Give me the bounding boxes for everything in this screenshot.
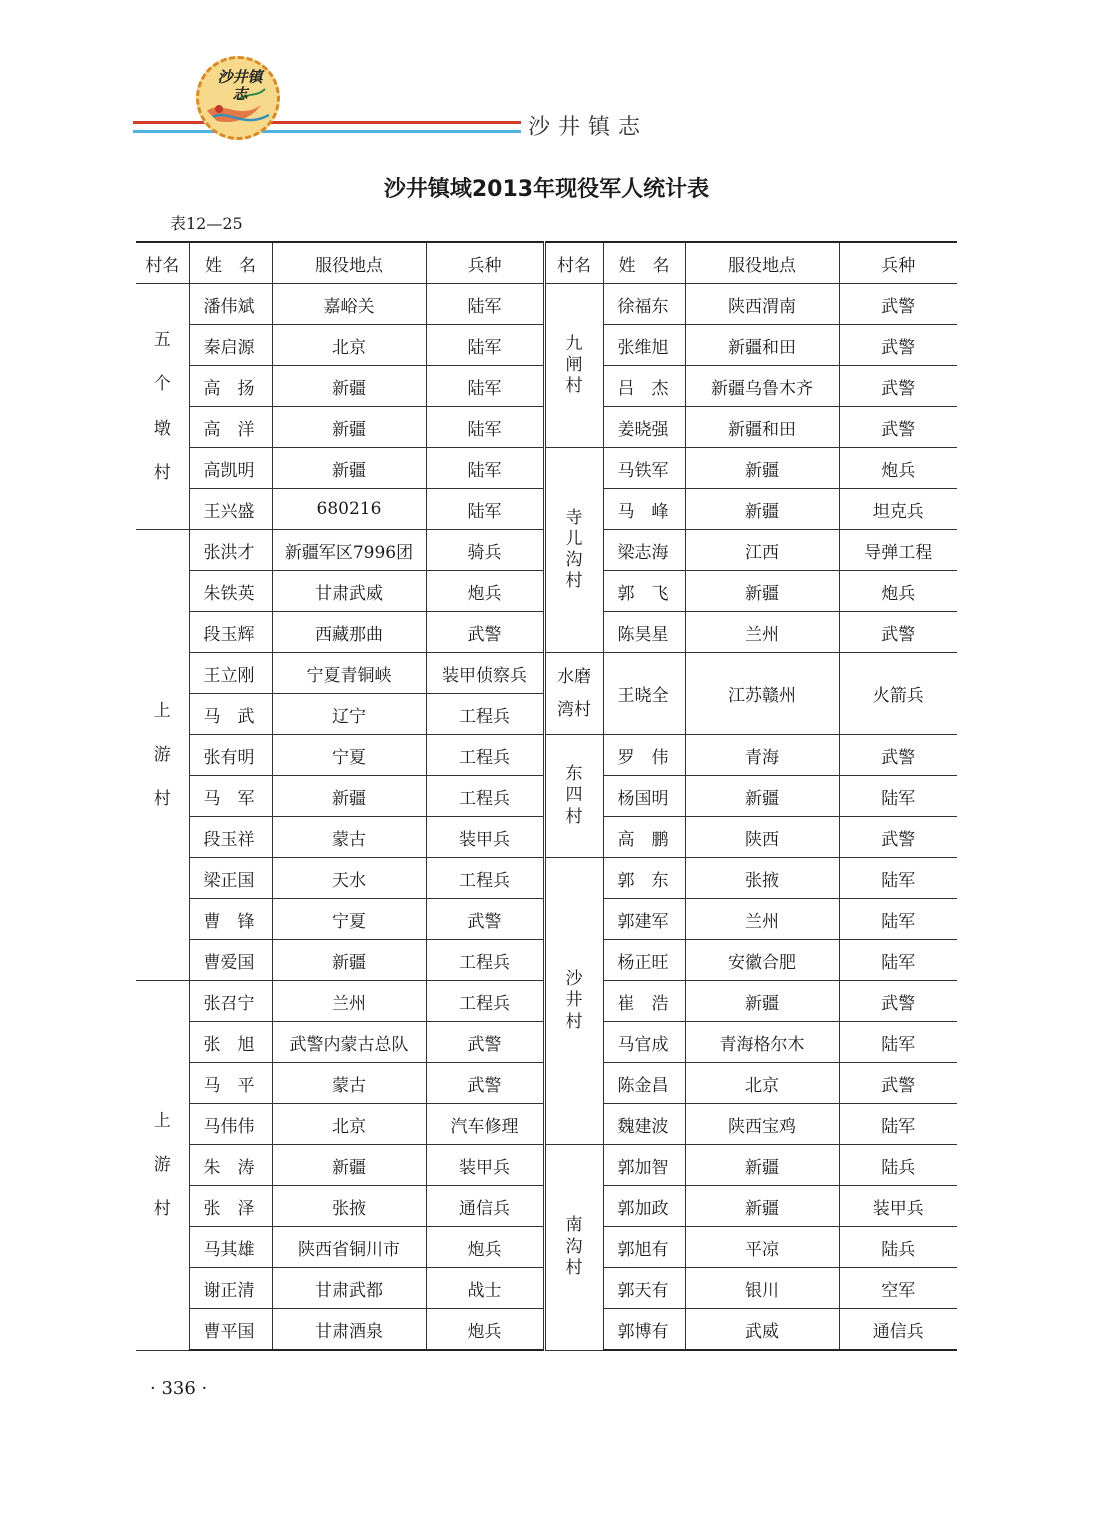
soldier-name: 马 平 [189, 1063, 272, 1104]
service-location: 新疆 [272, 776, 426, 817]
service-location: 新疆 [685, 1186, 839, 1227]
service-branch: 武警 [839, 407, 957, 448]
service-location: 张掖 [685, 858, 839, 899]
service-location: 嘉峪关 [272, 284, 426, 325]
service-location: 蒙古 [272, 1063, 426, 1104]
soldier-name: 段玉辉 [189, 612, 272, 653]
service-location: 北京 [272, 1104, 426, 1145]
soldier-name: 潘伟斌 [189, 284, 272, 325]
service-location: 兰州 [685, 612, 839, 653]
service-branch: 通信兵 [426, 1186, 544, 1227]
soldier-name: 郭建军 [603, 899, 685, 940]
table-number: 表12—25 [170, 214, 243, 233]
village-label: 南沟村 [565, 1215, 583, 1278]
header-name-right: 姓 名 [603, 242, 685, 284]
service-location: 北京 [272, 325, 426, 366]
service-location: 甘肃武威 [272, 571, 426, 612]
header-row [136, 242, 957, 284]
service-branch: 装甲兵 [426, 1145, 544, 1186]
village-cell [136, 284, 189, 530]
service-location: 新疆 [685, 571, 839, 612]
service-location: 武威 [685, 1309, 839, 1351]
service-location: 新疆 [272, 1145, 426, 1186]
service-location: 江西 [685, 530, 839, 571]
service-branch: 工程兵 [426, 735, 544, 776]
service-location: 新疆 [272, 940, 426, 981]
service-branch: 坦克兵 [839, 489, 957, 530]
village-cell [136, 981, 189, 1351]
service-location: 兰州 [272, 981, 426, 1022]
service-location: 武警内蒙古总队 [272, 1022, 426, 1063]
service-location: 平凉 [685, 1227, 839, 1268]
logo-lettering: 沙井镇志 [217, 68, 263, 103]
header-village: 村名 [136, 242, 189, 284]
soldier-name: 曹 锋 [189, 899, 272, 940]
service-branch: 装甲兵 [839, 1186, 957, 1227]
village-label: 上游村 [153, 700, 171, 810]
table-row [136, 1145, 957, 1186]
soldier-name: 朱铁英 [189, 571, 272, 612]
service-location: 蒙古 [272, 817, 426, 858]
table-row [136, 284, 957, 325]
service-branch: 工程兵 [426, 940, 544, 981]
service-branch: 武警 [426, 1022, 544, 1063]
soldier-name: 王立刚 [189, 653, 272, 694]
book-title: 沙井镇志 [528, 115, 649, 140]
service-location: 北京 [685, 1063, 839, 1104]
military-statistics-table [136, 241, 957, 1351]
soldier-name: 杨国明 [603, 776, 685, 817]
service-location: 陕西 [685, 817, 839, 858]
soldier-name: 徐福东 [603, 284, 685, 325]
header-rule-red [133, 121, 521, 124]
soldier-name: 杨正旺 [603, 940, 685, 981]
service-branch: 武警 [839, 284, 957, 325]
soldier-name: 郭天有 [603, 1268, 685, 1309]
service-location: 新疆和田 [685, 325, 839, 366]
soldier-name: 张维旭 [603, 325, 685, 366]
service-branch: 骑兵 [426, 530, 544, 571]
soldier-name: 郭旭有 [603, 1227, 685, 1268]
page-number: · 336 · [150, 1378, 208, 1399]
service-branch: 陆军 [839, 1104, 957, 1145]
soldier-name: 郭加政 [603, 1186, 685, 1227]
soldier-name: 魏建波 [603, 1104, 685, 1145]
service-location: 宁夏青铜峡 [272, 653, 426, 694]
service-location: 新疆和田 [685, 407, 839, 448]
soldier-name: 梁正国 [189, 858, 272, 899]
service-branch: 火箭兵 [839, 653, 957, 735]
header-branch-right: 兵种 [839, 242, 957, 284]
soldier-name: 郭博有 [603, 1309, 685, 1351]
service-branch: 武警 [839, 735, 957, 776]
soldier-name: 马其雄 [189, 1227, 272, 1268]
village-cell [136, 530, 189, 981]
service-branch: 陆军 [839, 1022, 957, 1063]
village-label: 五个墩村 [153, 330, 171, 483]
service-branch: 陆军 [426, 407, 544, 448]
header-location: 服役地点 [272, 242, 426, 284]
village-cell-right [544, 653, 603, 735]
service-branch: 陆军 [426, 448, 544, 489]
village-cell-right [544, 858, 603, 1145]
service-location: 青海格尔木 [685, 1022, 839, 1063]
service-location: 江苏赣州 [685, 653, 839, 735]
service-branch: 炮兵 [426, 571, 544, 612]
soldier-name: 高凯明 [189, 448, 272, 489]
service-branch: 工程兵 [426, 694, 544, 735]
header-branch: 兵种 [426, 242, 544, 284]
soldier-name: 张洪才 [189, 530, 272, 571]
service-location: 新疆 [685, 448, 839, 489]
soldier-name: 陈昊星 [603, 612, 685, 653]
soldier-name: 郭 东 [603, 858, 685, 899]
service-branch: 导弹工程 [839, 530, 957, 571]
village-label: 寺儿沟村 [565, 507, 583, 592]
soldier-name: 谢正清 [189, 1268, 272, 1309]
service-location: 陕西省铜川市 [272, 1227, 426, 1268]
table-row [136, 653, 957, 694]
soldier-name: 高 扬 [189, 366, 272, 407]
service-location: 陕西渭南 [685, 284, 839, 325]
service-location: 新疆 [685, 489, 839, 530]
village-cell-right [544, 284, 603, 448]
service-branch: 战士 [426, 1268, 544, 1309]
soldier-name: 崔 浩 [603, 981, 685, 1022]
service-branch: 武警 [426, 1063, 544, 1104]
soldier-name: 陈金昌 [603, 1063, 685, 1104]
header-rule-blue [133, 130, 521, 133]
service-location: 新疆 [685, 981, 839, 1022]
soldier-name: 郭 飞 [603, 571, 685, 612]
soldier-name: 朱 涛 [189, 1145, 272, 1186]
service-location: 新疆 [272, 407, 426, 448]
service-branch: 炮兵 [426, 1309, 544, 1351]
document-title: 沙井镇域2013年现役军人统计表 [383, 177, 710, 202]
service-branch: 装甲侦察兵 [426, 653, 544, 694]
soldier-name: 高 洋 [189, 407, 272, 448]
service-branch: 工程兵 [426, 776, 544, 817]
service-branch: 武警 [839, 817, 957, 858]
service-location: 宁夏 [272, 735, 426, 776]
service-branch: 陆军 [426, 325, 544, 366]
village-label: 上游村 [153, 1110, 171, 1220]
service-branch: 武警 [839, 981, 957, 1022]
service-location: 青海 [685, 735, 839, 776]
table-row [136, 858, 957, 899]
soldier-name: 曹爱国 [189, 940, 272, 981]
service-branch: 武警 [839, 1063, 957, 1104]
service-branch: 武警 [426, 899, 544, 940]
soldier-name: 张 旭 [189, 1022, 272, 1063]
service-branch: 汽车修理 [426, 1104, 544, 1145]
village-label: 水磨湾村 [557, 667, 591, 720]
header-name: 姓 名 [189, 242, 272, 284]
service-location: 陕西宝鸡 [685, 1104, 839, 1145]
service-location: 甘肃酒泉 [272, 1309, 426, 1351]
soldier-name: 王晓全 [603, 653, 685, 735]
service-branch: 工程兵 [426, 858, 544, 899]
service-branch: 装甲兵 [426, 817, 544, 858]
service-branch: 通信兵 [839, 1309, 957, 1351]
soldier-name: 高 鹏 [603, 817, 685, 858]
village-label: 沙井村 [565, 969, 583, 1032]
service-branch: 武警 [839, 366, 957, 407]
service-branch: 陆军 [839, 940, 957, 981]
service-location: 680216 [272, 489, 426, 530]
soldier-name: 马 武 [189, 694, 272, 735]
soldier-name: 姜晓强 [603, 407, 685, 448]
soldier-name: 王兴盛 [189, 489, 272, 530]
service-branch: 陆兵 [839, 1145, 957, 1186]
service-location: 新疆乌鲁木齐 [685, 366, 839, 407]
service-branch: 陆军 [426, 366, 544, 407]
service-location: 银川 [685, 1268, 839, 1309]
soldier-name: 张召宁 [189, 981, 272, 1022]
service-location: 张掖 [272, 1186, 426, 1227]
service-branch: 工程兵 [426, 981, 544, 1022]
page-header [0, 0, 1093, 150]
soldier-name: 马伟伟 [189, 1104, 272, 1145]
village-cell-right [544, 735, 603, 858]
service-location: 新疆 [272, 366, 426, 407]
service-location: 西藏那曲 [272, 612, 426, 653]
service-branch: 武警 [839, 325, 957, 366]
service-location: 新疆军区7996团 [272, 530, 426, 571]
header-village-right: 村名 [544, 242, 603, 284]
service-location: 新疆 [685, 1145, 839, 1186]
soldier-name: 吕 杰 [603, 366, 685, 407]
service-location: 宁夏 [272, 899, 426, 940]
soldier-name: 张 泽 [189, 1186, 272, 1227]
soldier-name: 段玉祥 [189, 817, 272, 858]
service-location: 天水 [272, 858, 426, 899]
village-cell-right [544, 1145, 603, 1351]
soldier-name: 曹平国 [189, 1309, 272, 1351]
service-location: 新疆 [272, 448, 426, 489]
service-branch: 陆军 [426, 284, 544, 325]
book-logo [196, 56, 280, 140]
service-branch: 陆军 [839, 858, 957, 899]
service-branch: 陆军 [426, 489, 544, 530]
soldier-name: 马铁军 [603, 448, 685, 489]
table-row [136, 735, 957, 776]
village-label: 东四村 [565, 764, 583, 827]
header-location-right: 服役地点 [685, 242, 839, 284]
soldier-name: 梁志海 [603, 530, 685, 571]
service-branch: 空军 [839, 1268, 957, 1309]
soldier-name: 秦启源 [189, 325, 272, 366]
soldier-name: 张有明 [189, 735, 272, 776]
service-branch: 陆兵 [839, 1227, 957, 1268]
soldier-name: 马 峰 [603, 489, 685, 530]
service-branch: 炮兵 [839, 571, 957, 612]
service-branch: 武警 [839, 612, 957, 653]
service-location: 兰州 [685, 899, 839, 940]
soldier-name: 郭加智 [603, 1145, 685, 1186]
soldier-name: 马 军 [189, 776, 272, 817]
village-label: 九闸村 [565, 333, 583, 397]
service-branch: 炮兵 [839, 448, 957, 489]
service-location: 安徽合肥 [685, 940, 839, 981]
service-branch: 陆军 [839, 776, 957, 817]
service-branch: 陆军 [839, 899, 957, 940]
service-branch: 炮兵 [426, 1227, 544, 1268]
service-location: 甘肃武都 [272, 1268, 426, 1309]
table-row [136, 448, 957, 489]
service-location: 新疆 [685, 776, 839, 817]
village-cell-right [544, 448, 603, 653]
soldier-name: 马官成 [603, 1022, 685, 1063]
service-branch: 武警 [426, 612, 544, 653]
soldier-name: 罗 伟 [603, 735, 685, 776]
service-location: 辽宁 [272, 694, 426, 735]
